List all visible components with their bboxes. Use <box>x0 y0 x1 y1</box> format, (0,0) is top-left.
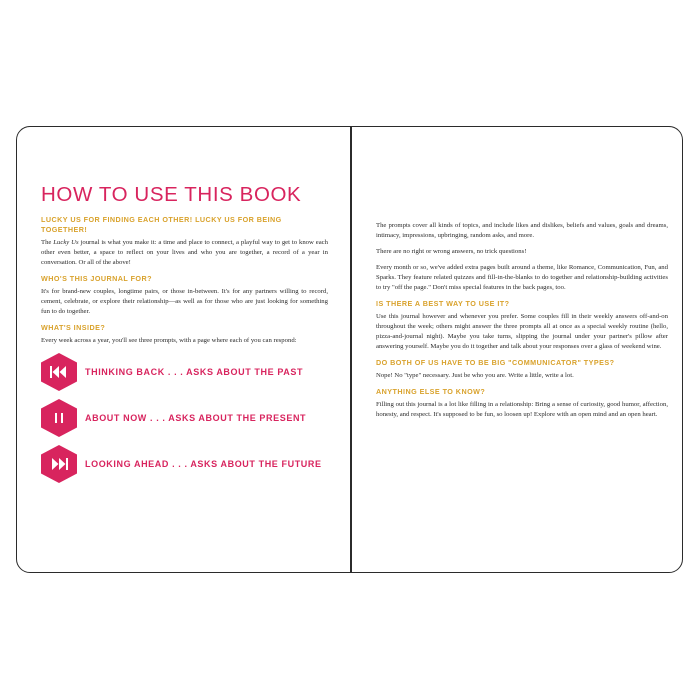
prompt-thinking-back <box>41 352 328 392</box>
intro-paragraph <box>41 238 328 268</box>
fast-forward-icon <box>41 445 77 483</box>
anything-else-paragraph: Filling out this journal is a lot like filling in a relationship: Bring a sense of curiosity, good humor, affection, honesty, and respect. It's supposed to be fun, so loosen up! Explore with an open mind and an open heart. <box>376 401 668 418</box>
who-for-paragraph: It's for brand-new couples, longtime pairs, or those in-between. It's for any partners willing to record, cement, celebrate, or explore their relationship—as well as for those who are just looking for something fun to do together. <box>41 288 328 315</box>
prompt-about-now <box>41 398 328 438</box>
left-page <box>17 127 350 572</box>
intro-text-rest: journal is what you make it: a time and place to connect, a playful way to get to know each other even better, a space to reflect on your lives and who you are together, a record of a year in conversation. Or all of the above! <box>41 239 328 266</box>
prompt-label: ABOUT NOW . . . ASKS ABOUT THE PRESENT <box>85 413 307 423</box>
prompt-label: THINKING BACK . . . ASKS ABOUT THE PAST <box>85 367 304 377</box>
open-book-spread <box>16 126 683 573</box>
rewind-icon <box>41 353 77 391</box>
section-heading-best-way: IS THERE A BEST WAY TO USE IT? <box>376 299 510 308</box>
page-title: HOW TO USE THIS BOOK <box>41 183 302 206</box>
section-heading-communicator: DO BOTH OF US HAVE TO BE BIG "COMMUNICATOR" TYPES? <box>376 358 615 367</box>
pause-icon <box>41 399 77 437</box>
section-heading-lucky-us: LUCKY US FOR FINDING EACH OTHER! LUCKY US FOR BEING TOGETHER! <box>41 215 282 234</box>
communicator-paragraph: Nope! No "type" necessary. Just be who you are. Write a little, write a lot. <box>376 372 574 379</box>
topics-paragraph: The prompts cover all kinds of topics, and include likes and dislikes, beliefs and values, goals and dreams, intimacy, impressions, upbringing, random asks, and more. <box>376 222 668 239</box>
extra-pages-paragraph: Every month or so, we've added extra pages built around a theme, like Romance, Communication, Fun, and Sparks. They feature related quizzes and fill-in-the-blanks to do together and relationship-building activities to try "off the page." Don't miss special features in the back pages, too. <box>376 264 668 291</box>
no-wrong-answers-paragraph: There are no right or wrong answers, no trick questions! <box>376 248 527 255</box>
prompt-looking-ahead <box>41 444 328 484</box>
right-page <box>352 127 683 572</box>
prompt-label: LOOKING AHEAD . . . ASKS ABOUT THE FUTURE <box>85 459 322 469</box>
whats-inside-paragraph: Every week across a year, you'll see three prompts, with a page where each of you can respond: <box>41 337 297 344</box>
section-heading-whats-inside: WHAT'S INSIDE? <box>41 323 106 332</box>
section-heading-anything-else: ANYTHING ELSE TO KNOW? <box>376 387 486 396</box>
best-way-paragraph: Use this journal however and whenever you prefer. Some couples fill in their weekly answers off-and-on throughout the week; others might answer the three prompts all at once as a special weekly routine (hello, pizza-and-journal night). Maybe you take turns, slipping the journal under your partner's pillow after answering yourself. Maybe you do it together and talk about your responses over a glass of weekend wine. <box>376 313 668 350</box>
intro-text-start: The <box>41 239 54 246</box>
section-heading-who-for: WHO'S THIS JOURNAL FOR? <box>41 274 152 283</box>
journal-name-italic: Lucky Us <box>53 239 79 246</box>
